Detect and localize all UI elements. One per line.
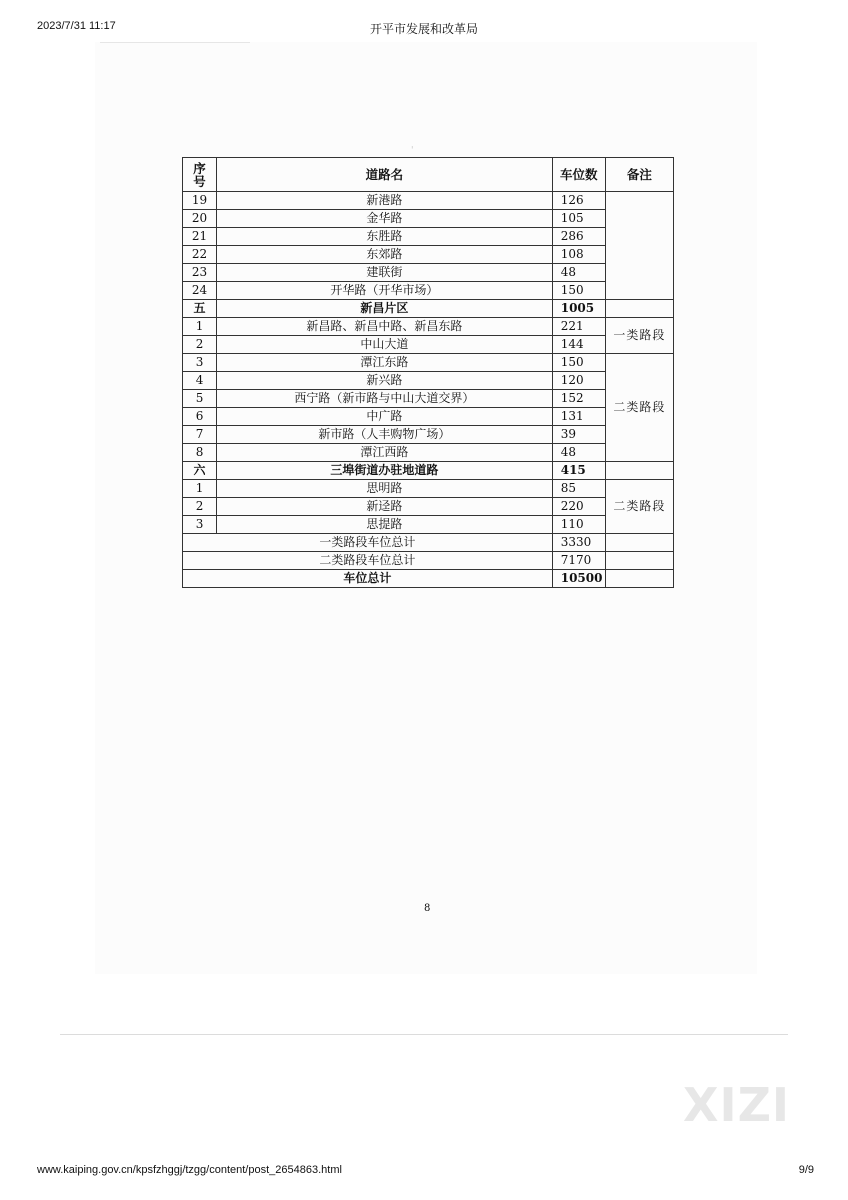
footer-url: www.kaiping.gov.cn/kpsfzhggj/tzgg/content/post_2654863.html xyxy=(37,1164,342,1176)
table-row xyxy=(183,390,674,408)
table-row xyxy=(183,282,674,300)
row-number: 五 xyxy=(183,300,217,318)
row-note: 一类路段 xyxy=(605,318,673,354)
parking-spaces: 120 xyxy=(552,372,605,390)
scan-mark: ' xyxy=(411,146,414,156)
road-name: 新昌路、新昌中路、新昌东路 xyxy=(217,318,553,336)
road-name: 东胜路 xyxy=(217,228,553,246)
row-note xyxy=(605,462,673,480)
header-note: 备注 xyxy=(605,158,673,192)
header-road: 道路名 xyxy=(217,158,553,192)
parking-spaces: 110 xyxy=(552,516,605,534)
table-row xyxy=(183,228,674,246)
row-number: 5 xyxy=(183,390,217,408)
row-note xyxy=(605,300,673,318)
parking-spaces: 48 xyxy=(552,444,605,462)
table-row xyxy=(183,498,674,516)
total-value: 3330 xyxy=(552,534,605,552)
header-no: 序 号 xyxy=(183,158,217,192)
table-row xyxy=(183,426,674,444)
road-name: 三埠街道办驻地道路 xyxy=(217,462,553,480)
road-name: 新昌片区 xyxy=(217,300,553,318)
road-name: 潭江西路 xyxy=(217,444,553,462)
header-spaces: 车位数 xyxy=(552,158,605,192)
row-number: 22 xyxy=(183,246,217,264)
parking-spaces: 108 xyxy=(552,246,605,264)
road-name: 新港路 xyxy=(217,192,553,210)
table-row xyxy=(183,408,674,426)
row-number: 20 xyxy=(183,210,217,228)
row-number: 8 xyxy=(183,444,217,462)
row-note: 二类路段 xyxy=(605,354,673,462)
section-row xyxy=(183,462,674,480)
parking-spaces: 221 xyxy=(552,318,605,336)
parking-spaces: 39 xyxy=(552,426,605,444)
row-number: 1 xyxy=(183,480,217,498)
row-number: 2 xyxy=(183,498,217,516)
total-note xyxy=(605,534,673,552)
row-number: 23 xyxy=(183,264,217,282)
parking-spaces: 144 xyxy=(552,336,605,354)
road-name: 新迳路 xyxy=(217,498,553,516)
class1-total-row xyxy=(183,534,674,552)
road-name: 中山大道 xyxy=(217,336,553,354)
parking-spaces: 415 xyxy=(552,462,605,480)
parking-spaces: 48 xyxy=(552,264,605,282)
grand-total-row xyxy=(183,570,674,588)
table-row xyxy=(183,336,674,354)
table-row xyxy=(183,192,674,210)
road-name: 中广路 xyxy=(217,408,553,426)
parking-spaces: 150 xyxy=(552,282,605,300)
road-name: 思明路 xyxy=(217,480,553,498)
parking-spaces: 286 xyxy=(552,228,605,246)
total-label: 车位总计 xyxy=(183,570,553,588)
row-number: 3 xyxy=(183,516,217,534)
total-label: 二类路段车位总计 xyxy=(183,552,553,570)
total-value: 7170 xyxy=(552,552,605,570)
row-number: 7 xyxy=(183,426,217,444)
road-name: 新兴路 xyxy=(217,372,553,390)
road-name: 新市路（人丰购物广场） xyxy=(217,426,553,444)
row-number: 2 xyxy=(183,336,217,354)
footer-divider xyxy=(60,1034,788,1035)
page-title: 开平市发展和改革局 xyxy=(369,22,478,36)
parking-table xyxy=(182,157,674,588)
table-row xyxy=(183,264,674,282)
parking-spaces: 85 xyxy=(552,480,605,498)
parking-spaces: 126 xyxy=(552,192,605,210)
road-name: 潭江东路 xyxy=(217,354,553,372)
total-value: 10500 xyxy=(552,570,605,588)
print-datetime: 2023/7/31 11:17 xyxy=(37,20,116,32)
table-row xyxy=(183,372,674,390)
scan-edge-line xyxy=(100,42,250,43)
parking-spaces: 1005 xyxy=(552,300,605,318)
class2-total-row xyxy=(183,552,674,570)
table-header-row xyxy=(183,158,674,192)
parking-spaces: 152 xyxy=(552,390,605,408)
parking-spaces: 150 xyxy=(552,354,605,372)
parking-spaces: 220 xyxy=(552,498,605,516)
row-number: 21 xyxy=(183,228,217,246)
total-note xyxy=(605,570,673,588)
row-number: 4 xyxy=(183,372,217,390)
watermark-logo: XIZI xyxy=(683,1078,791,1132)
row-number: 1 xyxy=(183,318,217,336)
road-name: 开华路（开华市场） xyxy=(217,282,553,300)
row-note xyxy=(605,192,673,300)
table-row xyxy=(183,354,674,372)
road-name: 东郊路 xyxy=(217,246,553,264)
row-number: 24 xyxy=(183,282,217,300)
road-name: 金华路 xyxy=(217,210,553,228)
table-row xyxy=(183,516,674,534)
total-label: 一类路段车位总计 xyxy=(183,534,553,552)
footer-page-count: 9/9 xyxy=(798,1164,814,1176)
parking-spaces: 131 xyxy=(552,408,605,426)
parking-spaces: 105 xyxy=(552,210,605,228)
table-row xyxy=(183,246,674,264)
road-name: 西宁路（新市路与中山大道交界） xyxy=(217,390,553,408)
row-number: 六 xyxy=(183,462,217,480)
road-name: 建联街 xyxy=(217,264,553,282)
row-number: 3 xyxy=(183,354,217,372)
row-number: 19 xyxy=(183,192,217,210)
section-row xyxy=(183,300,674,318)
road-name: 思提路 xyxy=(217,516,553,534)
table-row xyxy=(183,480,674,498)
total-note xyxy=(605,552,673,570)
scan-page-number: 8 xyxy=(424,903,431,914)
table-row xyxy=(183,210,674,228)
row-note: 二类路段 xyxy=(605,480,673,534)
row-number: 6 xyxy=(183,408,217,426)
table-row xyxy=(183,318,674,336)
table-row xyxy=(183,444,674,462)
